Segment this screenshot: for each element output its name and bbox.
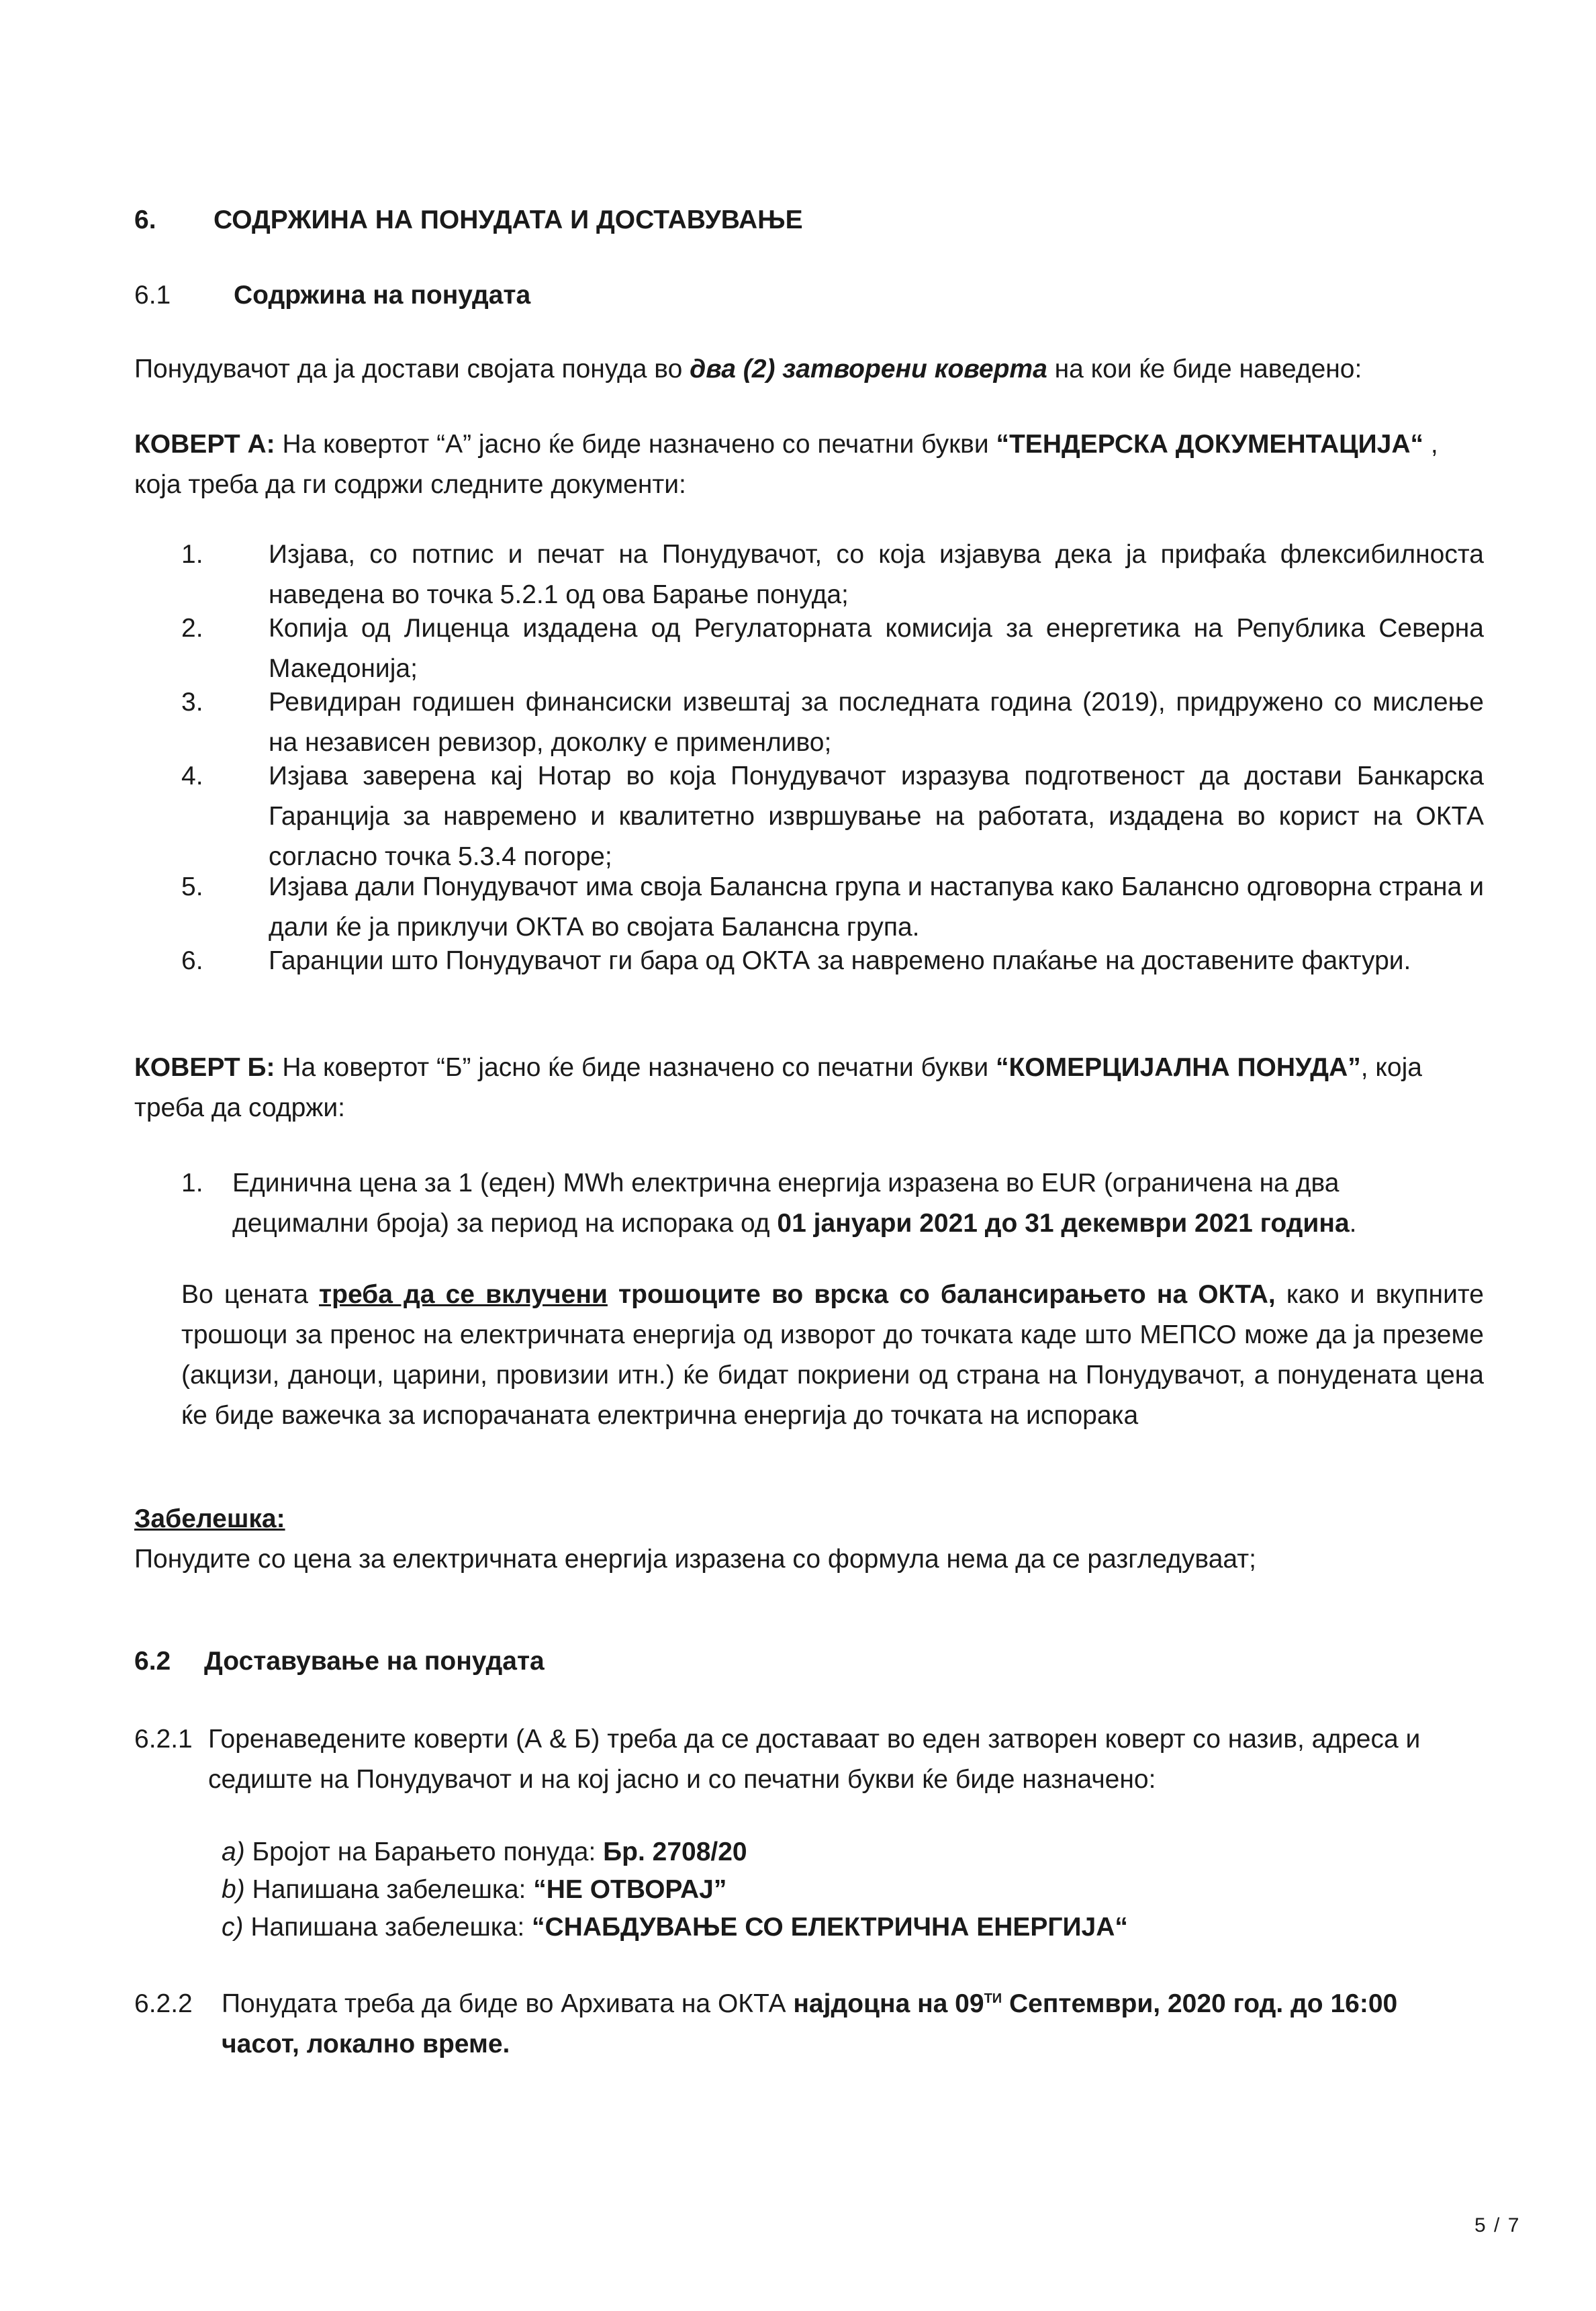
list-item-text: Гаранции што Понудувачот ги бара од ОКТА за навремено плаќање на доставените фактури. xyxy=(269,946,1411,975)
sub-item-c-label: c) xyxy=(222,1913,244,1942)
list-item-text: Изјава заверена кај Нотар во која Понудувачот изразува подготвеност да достави Банкарска Гаранција за навремено и квалитетно извршување на работата, издадена во корист на ОКТА согласно точка 5.3.4 погоре; xyxy=(269,762,1484,871)
list-item-number: 1. xyxy=(181,540,203,569)
envelope-b-text: На ковертот “Б” јасно ќе биде назначено со печатни букви xyxy=(275,1053,996,1082)
supply-note: “СНАБДУВАЊЕ СО ЕЛЕКТРИЧНА ЕНЕРГИЈА“ xyxy=(532,1913,1128,1942)
list-item-text: Изјава дали Понудувачот има своја Балансна група и настапува како Балансно одговорна страна и дали ќе ја приклучи ОКТА во својата Балансна група. xyxy=(269,872,1484,942)
note-text: Понудите со цена за електричната енергија изразена со формула нема да се разгледуваат; xyxy=(134,1545,1256,1574)
envelope-b-bold: “КОМЕРЦИЈАЛНА ПОНУДА” xyxy=(995,1053,1361,1082)
sub-item-b-label: b) xyxy=(222,1875,245,1904)
envelope-b-label: КОВЕРТ Б: xyxy=(134,1053,275,1082)
sub-item-b-text: Напишана забелешка: xyxy=(244,1875,534,1904)
sub-item-a-text: Бројот на Барањето понуда: xyxy=(244,1838,604,1866)
list-item-number: 6. xyxy=(181,946,203,975)
section-6-1-title: Содржина на понудата xyxy=(234,281,531,310)
envelope-b-item-end: . xyxy=(1349,1209,1357,1238)
envelope-a-bold: “ТЕНДЕРСКА ДОКУМЕНТАЦИЈА“ xyxy=(996,430,1424,459)
list-item xyxy=(181,867,1484,941)
list-item xyxy=(181,608,1484,682)
envelope-b-line2: треба да содржи: xyxy=(134,1093,345,1122)
envelope-a-text-end: , xyxy=(1423,430,1438,459)
sub-item-a xyxy=(222,1832,747,1872)
paragraph-6-2-1-number: 6.2.1 xyxy=(134,1725,193,1754)
paragraph-6-2-2 xyxy=(134,1984,1477,2058)
envelope-b-item-line2: децимални броја) за период на испорака од xyxy=(232,1209,778,1238)
intro-text-end: на кои ќе биде наведено: xyxy=(1047,355,1362,383)
envelope-a-paragraph xyxy=(134,424,1450,505)
intro-text: Понудувачот да ја достави својата понуда во xyxy=(134,355,690,383)
envelope-b-item-line1: Единична цена за 1 (еден) MWh електрична енергија изразена во EUR (ограничена на два xyxy=(232,1169,1340,1197)
list-item-number: 1. xyxy=(181,1169,203,1197)
paragraph-6-2-2-text: Понудата треба да биде во Архивата на ОКТА xyxy=(222,1989,794,2018)
section-6-1-heading xyxy=(134,275,531,316)
paragraph-6-2-1 xyxy=(134,1719,1477,1794)
paragraph-6-2-1-line1: Горенаведените коверти (А & Б) треба да се доставаат во еден затворен коверт со назив, адреса и xyxy=(208,1725,1421,1754)
section-6-title: СОДРЖИНА НА ПОНУДАТА И ДОСТАВУВАЊЕ xyxy=(214,206,803,234)
envelope-a-line2: која треба да ги содржи следните документи: xyxy=(134,470,686,499)
deadline-date: најдоцна на 09 xyxy=(793,1989,984,2018)
intro-emphasis: два (2) затворени коверта xyxy=(690,355,1047,383)
note-block xyxy=(134,1499,1450,1580)
list-item xyxy=(181,941,1484,981)
price-text: Во цената xyxy=(181,1280,320,1309)
envelope-a-label: КОВЕРТ А: xyxy=(134,430,275,459)
envelope-b-text-end: , која xyxy=(1360,1053,1422,1082)
deadline-ordinal: ТИ xyxy=(984,1991,1002,2006)
list-item-number: 5. xyxy=(181,872,203,901)
deadline-local-time: часот, локално време. xyxy=(222,2030,510,2058)
list-item-text: Ревидиран годишен финансиски извештај за последната година (2019), придружено со мислење на независен ревизор, доколку е применливо; xyxy=(269,688,1484,757)
list-item xyxy=(181,535,1484,608)
section-6-1-number: 6.1 xyxy=(134,281,171,310)
envelope-a-text: На ковертот “А” јасно ќе биде назначено со печатни букви xyxy=(275,430,996,459)
section-6-2-title: Доставување на понудата xyxy=(204,1647,545,1676)
do-not-open-note: “НЕ ОТВОРАЈ” xyxy=(533,1875,727,1904)
price-paragraph xyxy=(181,1275,1484,1436)
section-6-2-heading xyxy=(134,1641,545,1682)
section-6-2-number: 6.2 xyxy=(134,1647,171,1676)
list-item-text: Изјава, со потпис и печат на Понудувачот, со која изјавува дека ја прифаќа флексибилноста наведена во точка 5.2.1 од ова Барање понуда; xyxy=(269,540,1484,609)
envelope-b-paragraph xyxy=(134,1048,1450,1128)
price-underlined: треба да се вклучени xyxy=(319,1280,608,1309)
list-item-number: 2. xyxy=(181,614,203,643)
sub-item-b xyxy=(222,1870,726,1910)
deadline-month-time: Септември, 2020 год. до 16:00 xyxy=(1002,1989,1398,2018)
page-number: 5 / 7 xyxy=(1474,2214,1521,2236)
intro-paragraph xyxy=(134,349,1362,390)
envelope-a-list xyxy=(181,535,1484,981)
list-item-number: 3. xyxy=(181,688,203,717)
price-bold: трошоците во врска со балансирањето на ОКТА, xyxy=(607,1280,1276,1309)
list-item-number: 4. xyxy=(181,762,203,790)
list-item xyxy=(181,756,1484,871)
delivery-period: 01 јануари 2021 до 31 декември 2021 година xyxy=(777,1209,1350,1238)
paragraph-6-2-2-number: 6.2.2 xyxy=(134,1989,193,2018)
note-label: Забелешка: xyxy=(134,1504,285,1533)
list-item-text: Копија од Лиценца издадена од Регулаторната комисија за енергетика на Република Северна Македонија; xyxy=(269,614,1484,683)
section-6-heading xyxy=(134,200,803,240)
paragraph-6-2-1-line2: седиште на Понудувачот и на кој јасно и со печатни букви ќе биде назначено: xyxy=(208,1765,1156,1794)
sub-item-c xyxy=(222,1907,1128,1948)
sub-item-a-label: a) xyxy=(222,1838,245,1866)
price-text-end: како и вкупните трошоци за пренос на електричната енергија од изворот до точката каде што МЕПСО може да ја преземе (акцизи, даноци, царини, провизии итн.) ќе бидат покриени од страна на Понудувачот, а понудената цена ќе биде важечка за испорачаната електрична енергија до точката на испорака xyxy=(181,1280,1484,1430)
sub-item-c-text: Напишана забелешка: xyxy=(243,1913,532,1942)
list-item xyxy=(181,682,1484,756)
request-number: Бр. 2708/20 xyxy=(603,1838,747,1866)
section-6-number: 6. xyxy=(134,206,156,234)
